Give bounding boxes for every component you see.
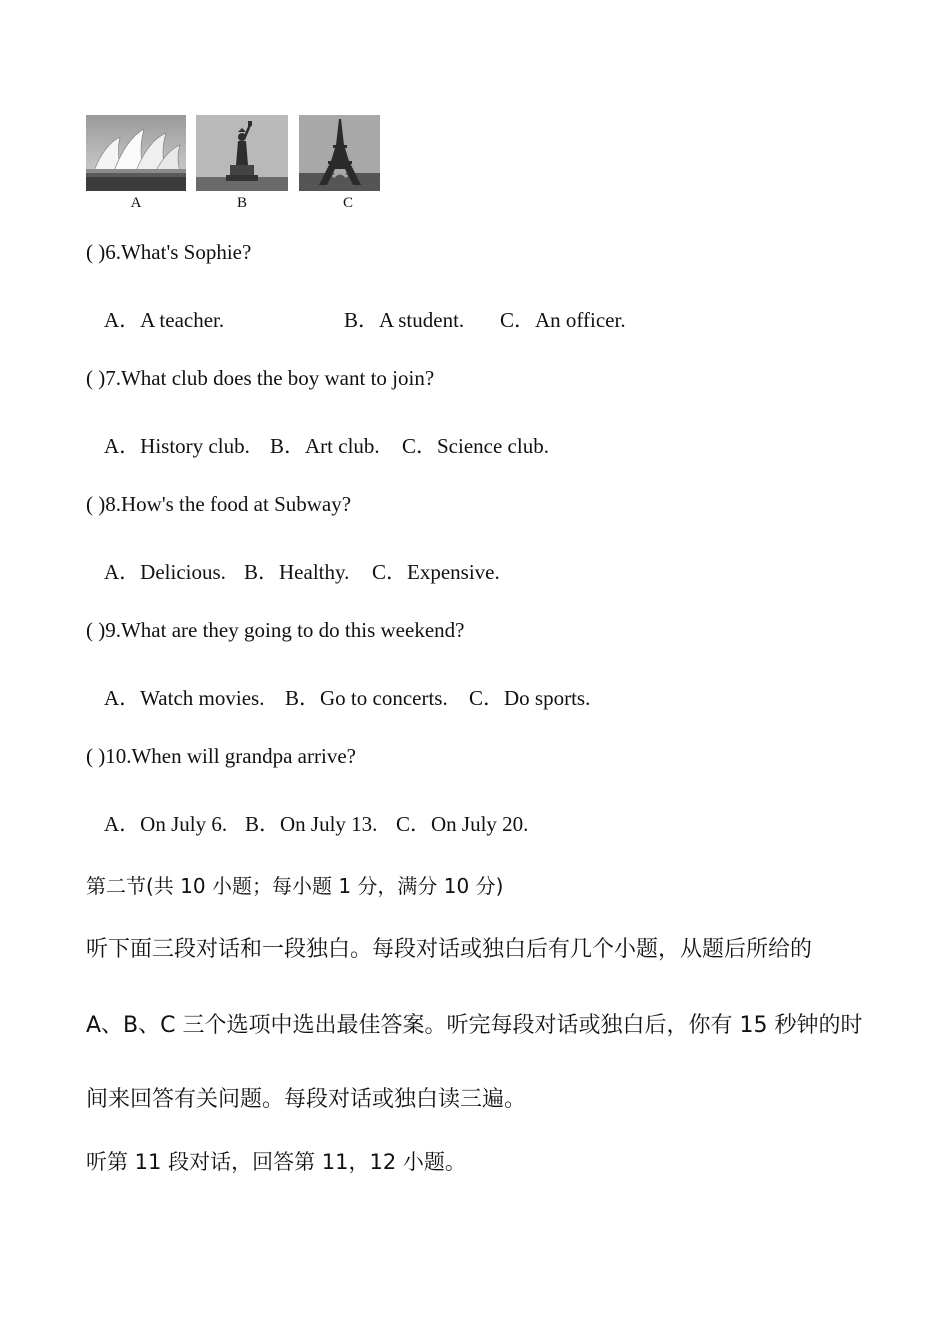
question-10-stem: ( )10.When will grandpa arrive? xyxy=(86,744,356,768)
section-2-subheading: 听第 11 段对话，回答第 11，12 小题。 xyxy=(86,1150,466,1174)
section-2-instruction-line-2: A、B、C 三个选项中选出最佳答案。听完每段对话或独白后，你有 15 秒钟的时 xyxy=(86,1013,863,1038)
question-8-option-a: A．Delicious. xyxy=(104,560,226,584)
question-10-option-b: B．On July 13. xyxy=(245,812,378,836)
question-6-option-c: C．An officer. xyxy=(500,308,626,332)
section-2-instruction-line-3: 间来回答有关问题。每段对话或独白读三遍。 xyxy=(86,1087,527,1112)
image-b-caption: B xyxy=(236,195,247,211)
question-8-stem: ( )8.How's the food at Subway? xyxy=(86,492,352,516)
question-9-option-c: C．Do sports. xyxy=(469,686,591,710)
image-b-statue-of-liberty xyxy=(196,115,288,191)
image-c-caption: C xyxy=(342,195,353,211)
question-7-stem: ( )7.What club does the boy want to join? xyxy=(86,366,435,390)
question-9-option-a: A．Watch movies. xyxy=(104,686,265,710)
image-c-eiffel-tower xyxy=(299,115,380,191)
question-10-option-c: C．On July 20. xyxy=(396,812,529,836)
question-7-option-a: A．History club. xyxy=(104,434,250,458)
image-a-sydney-opera-house xyxy=(86,115,186,191)
question-9-option-b: B．Go to concerts. xyxy=(285,686,448,710)
question-6-option-b: B．A student. xyxy=(344,308,465,332)
question-8-option-b: B．Healthy. xyxy=(244,560,350,584)
section-2-instruction-line-1: 听下面三段对话和一段独白。每段对话或独白后有几个小题，从题后所给的 xyxy=(86,937,813,962)
question-7-option-c: C．Science club. xyxy=(402,434,549,458)
image-a-caption: A xyxy=(130,195,142,211)
question-6-option-a: A．A teacher. xyxy=(104,308,225,332)
question-8-option-c: C．Expensive. xyxy=(372,560,500,584)
question-7-option-b: B．Art club. xyxy=(270,434,380,458)
question-9-stem: ( )9.What are they going to do this weekend? xyxy=(86,618,465,642)
section-2-heading: 第二节(共 10 小题；每小题 1 分，满分 10 分) xyxy=(86,874,504,898)
question-6-stem: ( )6.What's Sophie? xyxy=(86,240,252,264)
question-10-option-a: A．On July 6. xyxy=(104,812,228,836)
